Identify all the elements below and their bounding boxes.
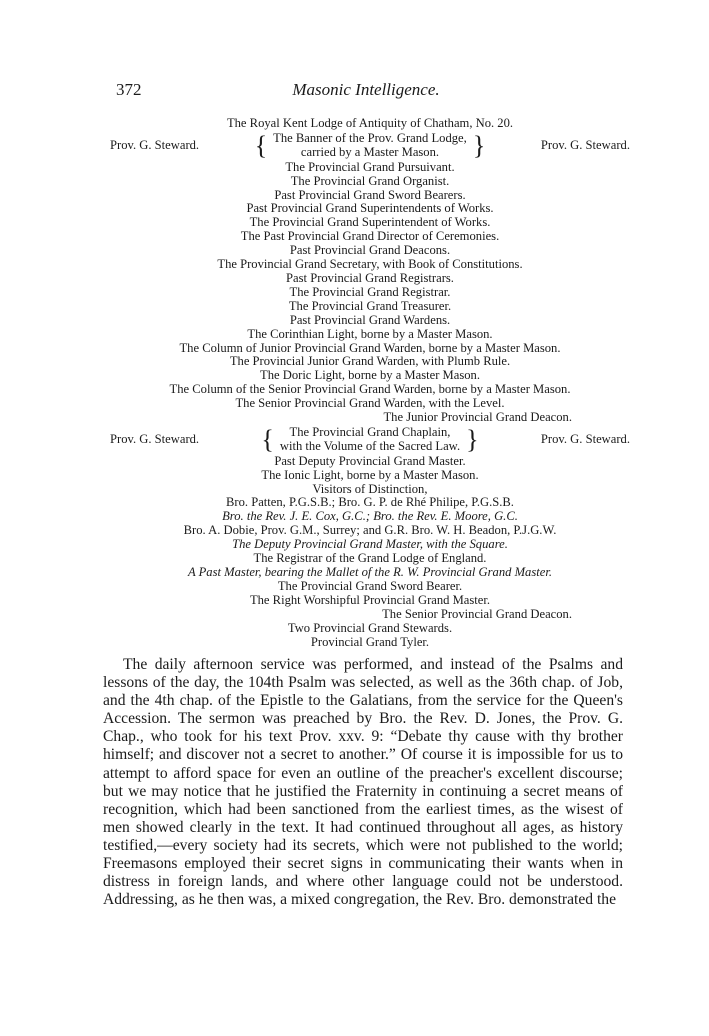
procession-line: The Provincial Grand Organist. (290, 173, 450, 188)
procession-line: The Registrar of the Grand Lodge of England. (253, 551, 487, 566)
procession-line: The Provincial Grand Pursuivant. (285, 159, 455, 174)
procession-line: The Senior Provincial Grand Warden, with the Level. (235, 396, 505, 411)
banner-brace-group (110, 132, 630, 160)
running-title: Masonic Intelligence. (292, 80, 440, 99)
page-header (116, 80, 616, 104)
procession-line: The Senior Provincial Grand Deacon. (382, 606, 572, 621)
procession-line: The Ionic Light, borne by a Master Mason. (261, 467, 479, 482)
procession-line: The Royal Kent Lodge of Antiquity of Chatham, No. 20. (226, 116, 514, 130)
procession-line: The Past Provincial Grand Director of Ceremonies. (240, 229, 500, 244)
left-brace-glyph: { (254, 130, 268, 160)
procession-line: The Provincial Grand Treasurer. (288, 298, 452, 313)
brace-right-label: Prov. G. Steward. (540, 431, 630, 446)
procession-line: Visitors of Distinction, (312, 481, 428, 496)
procession-line: Past Provincial Grand Sword Bearers. (274, 187, 466, 202)
brace-left-label: Prov. G. Steward. (110, 137, 200, 152)
right-brace-glyph: } (472, 130, 486, 160)
brace-left-label: Prov. G. Steward. (110, 431, 200, 446)
left-brace-glyph: { (261, 424, 274, 454)
procession-line: Past Deputy Provincial Grand Master. (274, 453, 466, 468)
procession-line: Two Provincial Grand Stewards. (287, 620, 453, 635)
procession-line: The Doric Light, borne by a Master Mason. (260, 368, 480, 383)
procession-line: The Column of Junior Provincial Grand Warden, borne by a Master Mason. (179, 340, 561, 355)
procession-line: The Column of the Senior Provincial Grand Warden, borne by a Master Mason. (169, 382, 571, 397)
body-paragraph: The daily afternoon service was performed, and instead of the Psalms and lessons of the day, the 104th Psalm was selected, as well as the 36th chap. of Job, and the 4th chap. of the Epistle to the Galatians, from the service for the Queen's Accession. The sermon was preached by Bro. the Rev. D. Jones, the Prov. G. Chap., who took for his text Prov. xxv. 9: “Debate thy cause with thy brother himself; and discover not a secret to another.” Of course it is impossible for us to attempt to afford space for even an outline of the preacher's excellent discourse; but we may notice that he justified the Fraternity in continuing a secret means of recognition, which had been sanctioned from the earliest times, as the wisest of men showed clearly in the text. It had continued throughout all ages, as history testified,—every society had its secrets, which were not published to the world; Freemasons employed their secret signs in communicating their wants when in distress in foreign lands, and where other language could not be understood. Addressing, as he then was, a mixed congregation, the Rev. Bro. demonstrated the (103, 656, 623, 909)
procession-line: Past Provincial Grand Registrars. (286, 270, 454, 285)
procession-line: The Right Worshipful Provincial Grand Master. (249, 592, 491, 607)
procession-line: Bro. Patten, P.G.S.B.; Bro. G. P. de Rhé Philipe, P.G.S.B. (226, 495, 514, 510)
procession-line: The Corinthian Light, borne by a Master Mason. (247, 326, 493, 341)
procession-line: Bro. the Rev. J. E. Cox, G.C.; Bro. the Rev. E. Moore, G.C. (222, 509, 518, 524)
brace-center-line: with the Volume of the Sacred Law. (279, 438, 461, 453)
procession-line: The Junior Provincial Grand Deacon. (383, 410, 572, 425)
procession-line: The Provincial Grand Registrar. (289, 284, 451, 299)
procession-line: A Past Master, bearing the Mallet of the R. W. Provincial Grand Master. (187, 565, 553, 579)
chaplain-brace-group (110, 426, 630, 454)
procession-line: The Provincial Grand Sword Bearer. (277, 578, 463, 593)
brace-center-line: The Provincial Grand Chaplain, (289, 424, 451, 439)
procession-line: Bro. A. Dobie, Prov. G.M., Surrey; and G.R. Bro. W. H. Beadon, P.J.G.W. (183, 523, 557, 538)
brace-center-line: The Banner of the Prov. Grand Lodge, (273, 130, 467, 145)
procession-line: Past Provincial Grand Superintendents of Works. (246, 201, 494, 216)
procession-order (110, 117, 630, 649)
procession-line: The Provincial Grand Secretary, with Book of Constitutions. (217, 257, 523, 272)
page-number: 372 (116, 80, 142, 99)
brace-center-line: carried by a Master Mason. (300, 144, 440, 159)
procession-line: Past Provincial Grand Deacons. (289, 243, 451, 258)
right-brace-glyph: } (466, 424, 479, 454)
procession-line: The Deputy Provincial Grand Master, with the Square. (232, 537, 508, 552)
procession-line: Provincial Grand Tyler. (310, 634, 430, 649)
procession-line: Past Provincial Grand Wardens. (289, 312, 451, 327)
brace-right-label: Prov. G. Steward. (540, 137, 630, 152)
body-text (103, 656, 623, 909)
procession-line: The Provincial Junior Grand Warden, with Plumb Rule. (229, 354, 511, 369)
procession-line: The Provincial Grand Superintendent of Works. (249, 215, 491, 230)
